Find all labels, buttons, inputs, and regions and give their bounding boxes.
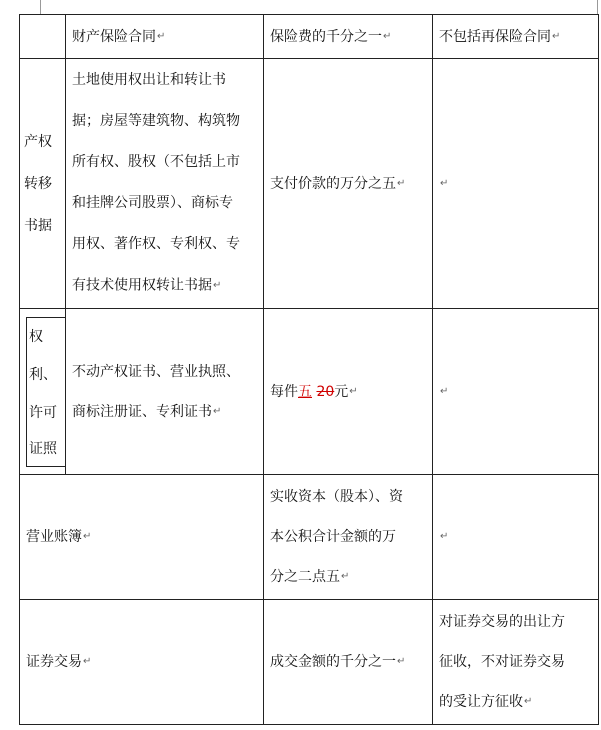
row2-desc-line: 商标注册证、专利证书 — [72, 403, 212, 420]
corner-mark-vertical — [40, 0, 41, 14]
row4-note-cell — [432, 599, 599, 725]
header-col2-text: 保险费的千分之一 — [270, 28, 382, 45]
row4-label-text: 证券交易 — [26, 654, 82, 670]
row1-desc-line: 用权、著作权、专利权、专 — [72, 236, 240, 253]
row1-note-cell — [432, 58, 599, 308]
tax-rate-table — [19, 14, 599, 726]
return-mark: ↵ — [83, 656, 92, 667]
row4-label-cell — [19, 599, 263, 725]
row2-note-cell — [432, 308, 599, 474]
row3-rate-cell — [263, 474, 432, 599]
row1-rate-cell — [263, 58, 432, 308]
row3-rate-line: 实收资本（股本）、资 — [270, 489, 403, 505]
row4-rate-cell — [263, 599, 432, 725]
tracked-insertion: 五 — [298, 383, 312, 400]
tracked-deletion: 20 — [316, 383, 335, 400]
row2-rate-cell — [263, 308, 432, 474]
row4-rate-text: 成交金额的千分之一 — [270, 654, 396, 670]
row3-label-cell — [19, 474, 263, 599]
row1-desc-line: 有技术使用权转让书据 — [72, 277, 212, 294]
row1-rate-text: 支付价款的万分之五 — [270, 175, 396, 192]
row2-label-cell — [19, 308, 65, 474]
return-mark: ↵ — [83, 531, 92, 542]
return-mark: ↵ — [440, 531, 449, 542]
return-mark: ↵ — [524, 696, 533, 707]
return-mark: ↵ — [383, 30, 392, 42]
row2-rate-prefix: 每件 — [270, 383, 298, 400]
return-mark: ↵ — [213, 280, 222, 292]
row1-desc-line: 和挂牌公司股票）、商标专 — [72, 195, 233, 212]
row4-note-line: 的受让方征收 — [439, 694, 523, 710]
row4-note-line: 对证券交易的出让方 — [439, 614, 565, 630]
row1-desc-line: 土地使用权出让和转让书 — [72, 72, 226, 89]
row1-label-cell — [19, 58, 65, 308]
row4-note-line: 征收，不对证券交易 — [439, 654, 565, 670]
return-mark: ↵ — [440, 385, 449, 397]
header-col2-cell — [263, 14, 432, 58]
header-col3-cell — [432, 14, 599, 58]
row3-rate-line: 分之二点五 — [270, 569, 340, 585]
return-mark: ↵ — [341, 571, 350, 582]
row2-label-line: 权 — [29, 329, 43, 345]
return-mark: ↵ — [397, 656, 406, 667]
return-mark: ↵ — [440, 177, 449, 189]
row2-rate-suffix: 元 — [334, 383, 349, 400]
return-mark: ↵ — [349, 385, 358, 397]
row2-label-line: 利、 — [29, 367, 57, 383]
row2-desc-cell — [65, 308, 263, 474]
return-mark: ↵ — [397, 177, 406, 189]
return-mark: ↵ — [213, 405, 222, 417]
row1-label-line: 书据 — [24, 217, 52, 234]
header-col3-text: 不包括再保险合同 — [439, 28, 551, 45]
header-corner-cell — [19, 14, 65, 58]
header-col1-text: 财产保险合同 — [72, 28, 156, 45]
row1-label-line: 转移 — [24, 175, 52, 192]
row1-desc-cell — [65, 58, 263, 308]
row2-label-line: 证照 — [29, 441, 57, 457]
row1-desc-line: 据；房屋等建筑物、构筑物 — [72, 113, 240, 130]
return-mark: ↵ — [552, 30, 561, 42]
return-mark: ↵ — [157, 30, 166, 42]
corner-mark-vertical-right — [597, 0, 598, 14]
header-col1-cell — [65, 14, 263, 58]
row1-desc-line: 所有权、股权（不包括上市 — [72, 154, 240, 171]
row3-rate-line: 本公积合计金额的万 — [270, 529, 396, 545]
row3-label-text: 营业账簿 — [26, 529, 82, 545]
row1-label-line: 产权 — [24, 133, 52, 150]
row3-note-cell — [432, 474, 599, 599]
row2-desc-line: 不动产权证书、营业执照、 — [72, 363, 240, 380]
row2-label-line: 许可 — [29, 405, 57, 421]
